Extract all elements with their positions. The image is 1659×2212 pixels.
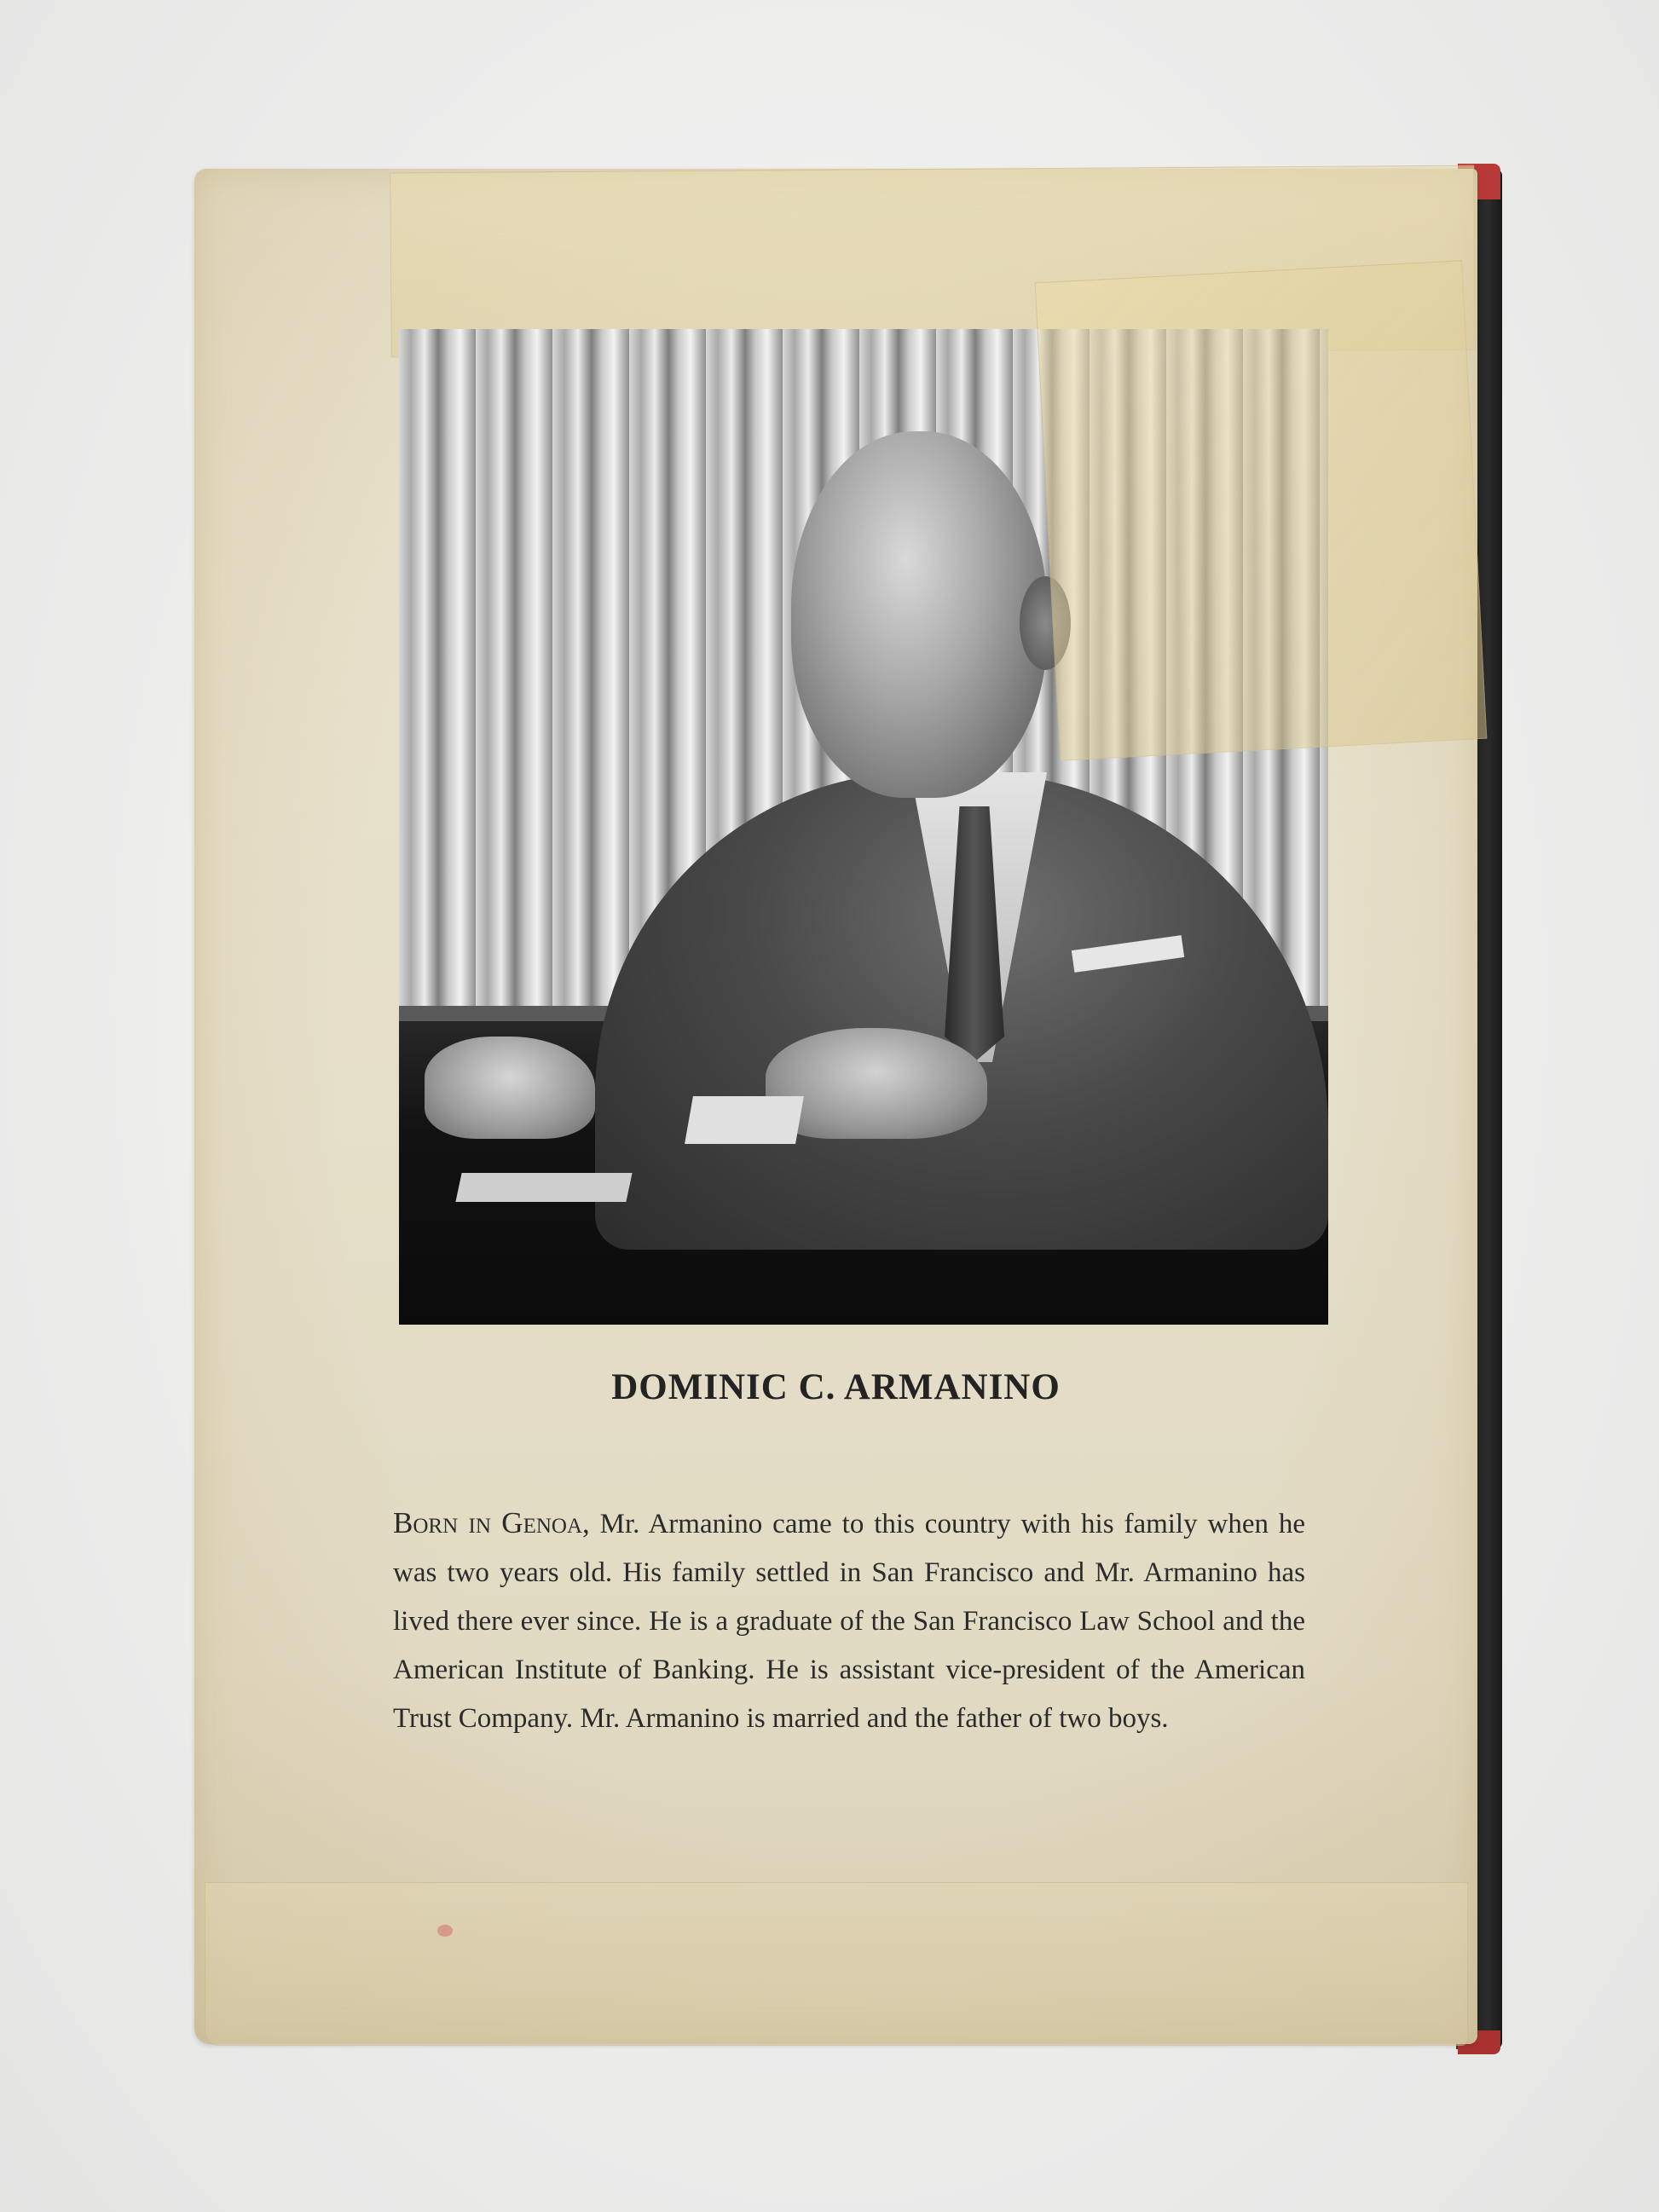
author-name: DOMINIC C. ARMANINO bbox=[611, 1367, 1061, 1407]
author-bio-text: Mr. Armanino came to this country with his family when he was two years old. His family settled in San Francisco and Mr. Armanino has lived there ever since. He is a graduate of the San Francisco Law School and the American Institute of Banking. He is assistant vice-president of the American Trust Company. Mr. Armanino is married and the father of two boys. bbox=[393, 1509, 1305, 1734]
tape-strip-right bbox=[1035, 260, 1488, 761]
photo-head bbox=[791, 431, 1047, 798]
photo-wood-block bbox=[455, 1173, 632, 1202]
photo-wood-block bbox=[685, 1096, 804, 1144]
author-bio-lead: Born in Genoa, bbox=[393, 1506, 590, 1539]
author-bio bbox=[393, 1499, 1305, 1743]
book bbox=[194, 164, 1502, 2054]
photo-hand-left bbox=[425, 1037, 595, 1139]
tape-strip-bottom bbox=[205, 1882, 1468, 2046]
dust-jacket-back bbox=[194, 169, 1477, 2044]
red-stain bbox=[437, 1925, 453, 1937]
